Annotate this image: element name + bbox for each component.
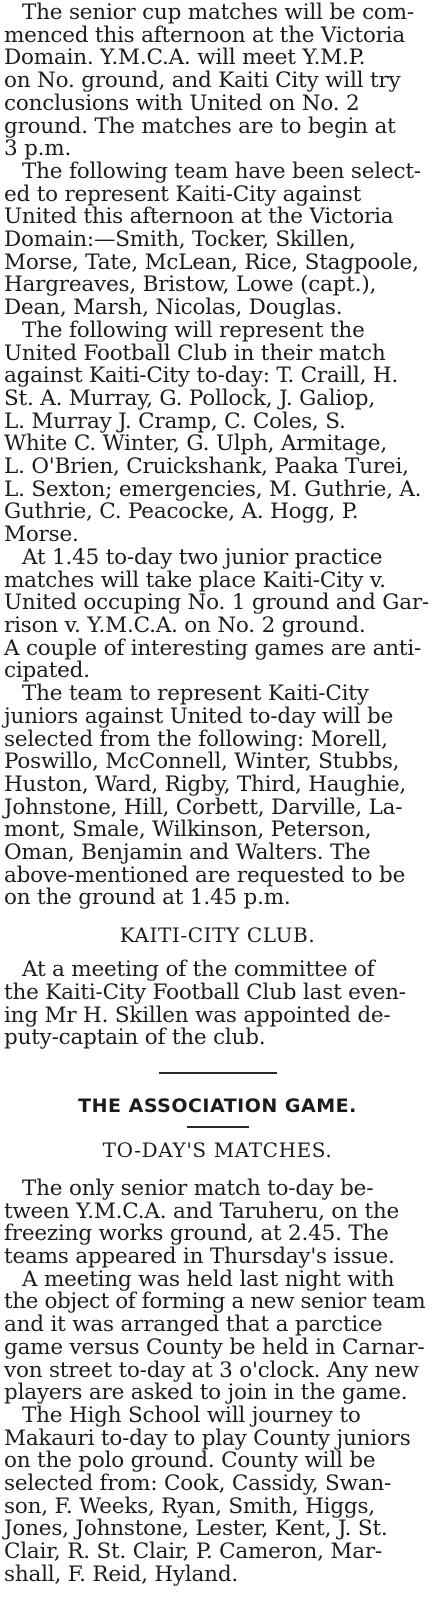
paragraph-junior-practice bbox=[4, 544, 431, 684]
text-line: against Kaiti-City to-day: T. Craill, H. bbox=[4, 363, 399, 389]
text-line: matches will take place Kaiti-City v. bbox=[4, 567, 386, 593]
paragraph-committee-meeting bbox=[4, 959, 431, 1050]
text-line: ground. The matches are to begin at bbox=[4, 113, 396, 139]
text-line: 3 p.m. bbox=[4, 136, 72, 162]
text-line: shall, F. Reid, Hyland. bbox=[4, 1561, 239, 1587]
text-line: von street to-day at 3 o'clock. Any new bbox=[4, 1357, 419, 1383]
text-line: freezing works ground, at 2.45. The bbox=[4, 1221, 389, 1247]
text-line: on No. ground, and Kaiti City will try bbox=[4, 68, 401, 94]
text-line: selected from: Cook, Cassidy, Swan- bbox=[4, 1471, 392, 1497]
text-line: United Football Club in their match bbox=[4, 340, 386, 366]
heading-association-game: THE ASSOCIATION GAME. bbox=[78, 1094, 357, 1117]
text-line: Clair, R. St. Clair, P. Cameron, Mar- bbox=[4, 1539, 382, 1565]
text-line: The senior cup matches will be com- bbox=[22, 0, 414, 25]
text-line: The High School will journey to bbox=[22, 1402, 361, 1428]
text-line: Domain:—Smith, Tocker, Skillen, bbox=[4, 227, 356, 253]
text-line: The following will represent the bbox=[22, 317, 365, 343]
text-line: Morse, Tate, McLean, Rice, Stagpoole, bbox=[4, 249, 419, 275]
paragraph-kaiti-juniors bbox=[4, 683, 431, 910]
heading-kaiti-city-club: KAITI-CITY CLUB. bbox=[119, 923, 316, 948]
text-line: St. A. Murray, G. Pollock, J. Galiop, bbox=[4, 385, 375, 411]
text-line: Johnstone, Hill, Corbett, Darville, La- bbox=[4, 794, 403, 820]
newspaper-column bbox=[4, 0, 431, 1587]
text-line: mont, Smale, Wilkinson, Peterson, bbox=[4, 817, 372, 843]
text-line: game versus County be held in Carnar- bbox=[4, 1334, 425, 1360]
text-line: rison v. Y.M.C.A. on No. 2 ground. bbox=[4, 612, 366, 638]
text-line: Jones, Johnstone, Lester, Kent, J. St. bbox=[4, 1516, 388, 1542]
text-line: Dean, Marsh, Nicolas, Douglas. bbox=[4, 295, 343, 321]
text-line: ing Mr H. Skillen was appointed de- bbox=[4, 1002, 391, 1028]
text-line: cipated. bbox=[4, 658, 90, 684]
paragraph-senior-match bbox=[4, 1175, 431, 1270]
text-line: Domain. Y.M.C.A. will meet Y.M.P. bbox=[4, 45, 366, 71]
text-line: Hargreaves, Bristow, Lowe (capt.), bbox=[4, 272, 377, 298]
text-line: above-mentioned are requested to be bbox=[4, 862, 406, 888]
paragraph-senior-cup bbox=[4, 2, 431, 161]
text-line: puty-captain of the club. bbox=[4, 1025, 266, 1051]
text-line: L. Sexton; emergencies, M. Guthrie, A. bbox=[4, 476, 422, 502]
text-line: At a meeting of the committee of bbox=[22, 957, 375, 983]
text-line: and it was arranged that a parctice bbox=[4, 1312, 383, 1338]
text-line: United occuping No. 1 ground and Gar- bbox=[4, 590, 429, 616]
text-line: L. Murray J. Cramp, C. Coles, S. bbox=[4, 408, 346, 434]
text-line: juniors against United to-day will be bbox=[4, 703, 394, 729]
text-line: L. O'Brien, Cruickshank, Paaka Turei, bbox=[4, 454, 409, 480]
text-line: The team to represent Kaiti-City bbox=[22, 681, 369, 707]
text-line: Guthrie, C. Peacocke, A. Hogg, P. bbox=[4, 499, 359, 525]
text-line: on the ground at 1.45 p.m. bbox=[4, 885, 291, 911]
paragraph-new-senior-team bbox=[4, 1266, 431, 1406]
divider-rule-short bbox=[187, 1126, 249, 1128]
text-line: menced this afternoon at the Victoria bbox=[4, 22, 405, 48]
text-line: ed to represent Kaiti-City against bbox=[4, 181, 362, 207]
text-line: selected from the following: Morell, bbox=[4, 726, 388, 752]
text-line: Morse. bbox=[4, 522, 79, 548]
text-line: At 1.45 to-day two junior practice bbox=[22, 544, 383, 570]
text-line: Poswillo, McConnell, Winter, Stubbs, bbox=[4, 749, 400, 775]
text-line: A couple of interesting games are anti- bbox=[4, 635, 422, 661]
text-line: conclusions with United on No. 2 bbox=[4, 90, 360, 116]
text-line: on the polo ground. County will be bbox=[4, 1448, 376, 1474]
text-line: The following team have been select- bbox=[22, 158, 421, 184]
text-line: tween Y.M.C.A. and Taruheru, on the bbox=[4, 1198, 400, 1224]
text-line: A meeting was held last night with bbox=[22, 1266, 395, 1292]
text-line: The only senior match to-day be- bbox=[22, 1175, 374, 1201]
text-line: son, F. Weeks, Ryan, Smith, Higgs, bbox=[4, 1493, 375, 1519]
divider-rule bbox=[159, 1072, 277, 1074]
paragraph-kaiti-team bbox=[4, 158, 431, 321]
text-line: United this afternoon at the Victoria bbox=[4, 204, 394, 230]
text-line: Oman, Benjamin and Walters. The bbox=[4, 840, 371, 866]
paragraph-united-team bbox=[4, 317, 431, 548]
text-line: the Kaiti-City Football Club last even- bbox=[4, 979, 406, 1005]
paragraph-high-school bbox=[4, 1402, 431, 1587]
heading-todays-matches: TO-DAY'S MATCHES. bbox=[102, 1137, 333, 1162]
text-line: teams appeared in Thursday's issue. bbox=[4, 1244, 395, 1270]
text-line: White C. Winter, G. Ulph, Armitage, bbox=[4, 431, 387, 457]
text-line: players are asked to join in the game. bbox=[4, 1380, 408, 1406]
text-line: Huston, Ward, Rigby, Third, Haughie, bbox=[4, 771, 407, 797]
text-line: Makauri to-day to play County juniors bbox=[4, 1425, 411, 1451]
text-line: the object of forming a new senior team bbox=[4, 1289, 426, 1315]
